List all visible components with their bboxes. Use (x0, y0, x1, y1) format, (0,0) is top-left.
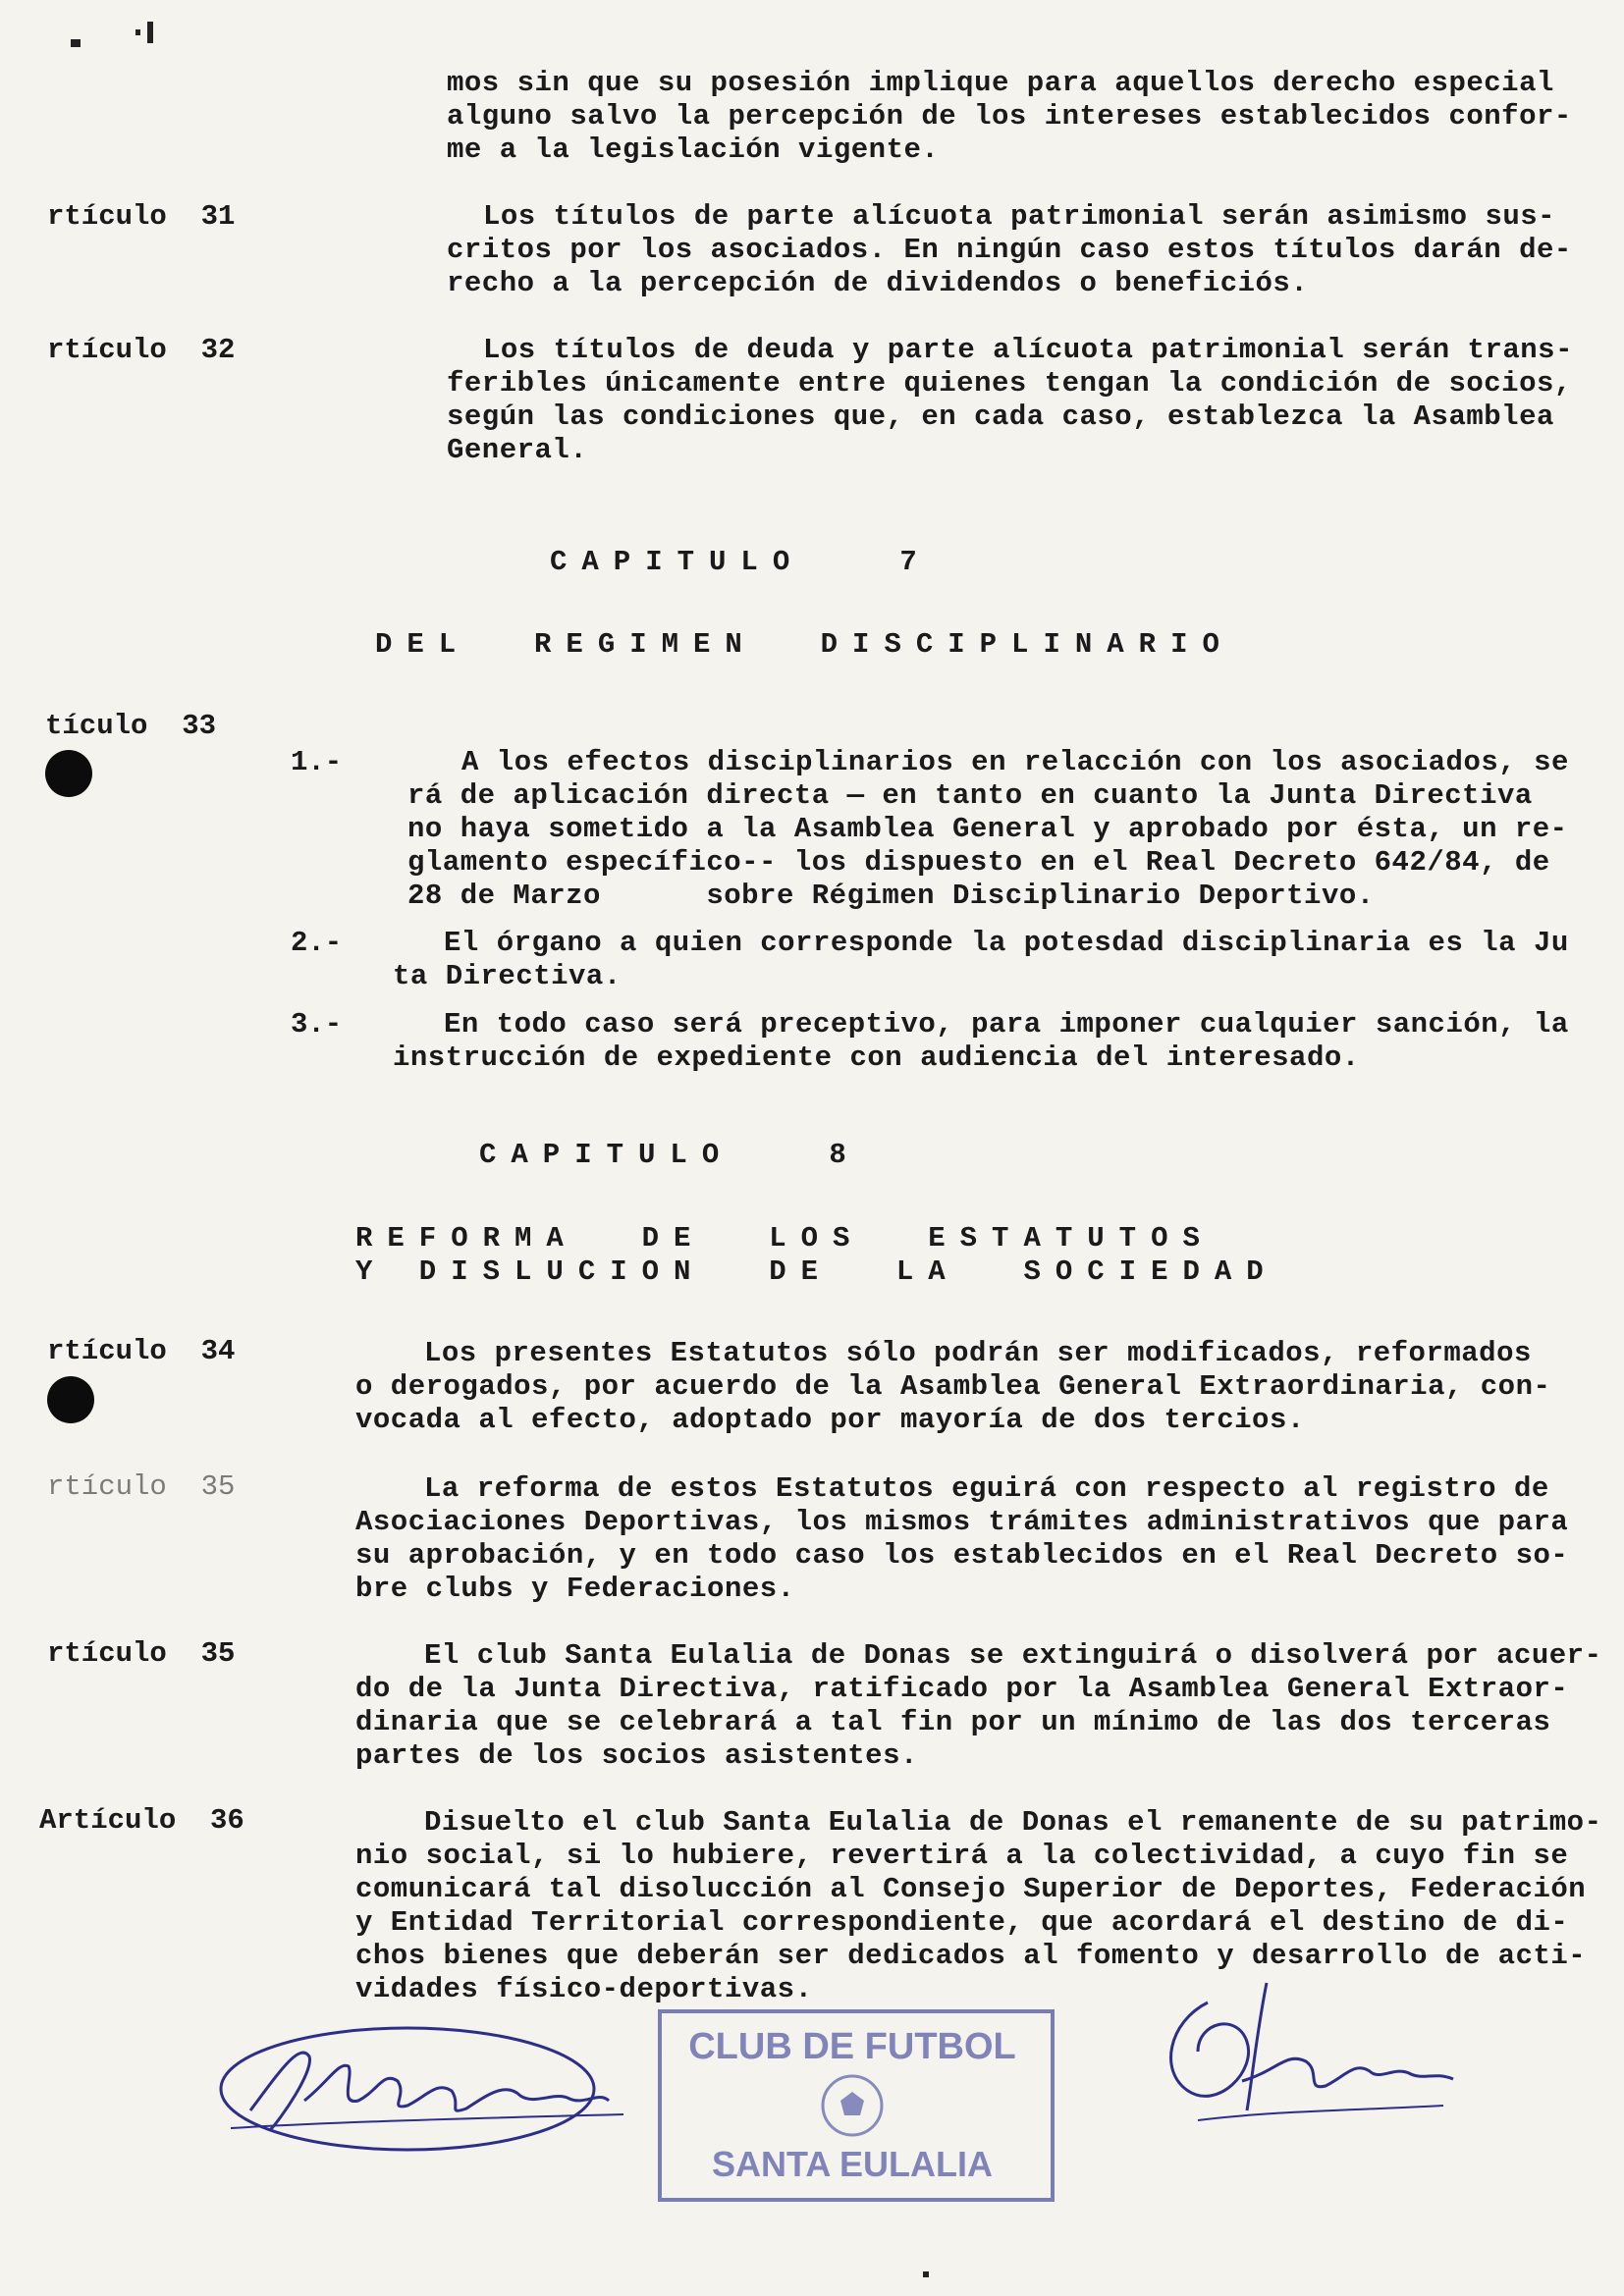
ink-speck (71, 39, 81, 47)
text-line: dinaria que se celebrará a tal fin por un mínimo de las dos terceras (355, 1706, 1551, 1738)
text-line: do de la Junta Directiva, ratificado por la Asamblea General Extraor- (355, 1673, 1569, 1705)
chapter-8-subtitle: Y DISLUCION DE LA SOCIEDAD (355, 1255, 1278, 1288)
text-line: mos sin que su posesión implique para aquellos derecho especial (447, 67, 1554, 99)
text-line: rá de aplicación directa — en tanto en cuanto la Junta Directiva (407, 779, 1533, 812)
stamp-line-1: CLUB DE FUTBOL (688, 2026, 1016, 2067)
text-line: partes de los socios asistentes. (355, 1739, 918, 1772)
text-line: nio social, si lo hubiere, revertirá a la colectividad, a cuyo fin se (355, 1840, 1569, 1872)
article-label: Artículo 36 (39, 1804, 244, 1837)
item-number: 3.- (291, 1008, 343, 1041)
text-line: En todo caso será preceptivo, para imponer cualquier sanción, la (444, 1008, 1569, 1041)
article-label: rtículo 35 (47, 1470, 236, 1503)
text-line: alguno salvo la percepción de los intereses establecidos confor- (447, 100, 1572, 133)
article-label: rtículo 31 (47, 200, 236, 233)
punch-hole (47, 1376, 94, 1423)
club-stamp (656, 2007, 1056, 2204)
text-line: Disuelto el club Santa Eulalia de Donas el remanente de su patrimo- (424, 1806, 1602, 1839)
text-line: El club Santa Eulalia de Donas se extinguirá o disolverá por acuer- (424, 1639, 1602, 1672)
text-line: no haya sometido a la Asamblea General y aprobado por ésta, un re- (407, 813, 1568, 845)
text-line: instrucción de expediente con audiencia del interesado. (393, 1041, 1360, 1074)
text-line: 28 de Marzo sobre Régimen Disciplinario Deportivo. (407, 880, 1375, 912)
text-line: General. (447, 434, 588, 466)
text-line: Los presentes Estatutos sólo podrán ser modificados, reformados (424, 1337, 1532, 1369)
text-line: vocada al efecto, adoptado por mayoría de dos tercios. (355, 1404, 1305, 1436)
text-line: comunicará tal disolucción al Consejo Superior de Deportes, Federación (355, 1873, 1587, 1905)
text-line: Los títulos de deuda y parte alícuota patrimonial serán trans- (483, 334, 1573, 366)
chapter-8-subtitle: REFORMA DE LOS ESTATUTOS (355, 1222, 1215, 1255)
article-label: rtículo 34 (47, 1335, 236, 1367)
signature-right (1139, 1963, 1473, 2160)
ink-speck (923, 2271, 929, 2277)
text-line: critos por los asociados. En ningún caso estos títulos darán de- (447, 234, 1572, 266)
text-line: vidades físico-deportivas. (355, 1973, 813, 2005)
text-line: bre clubs y Federaciones. (355, 1573, 795, 1605)
article-label: rtículo 35 (47, 1637, 236, 1670)
signature-left (211, 2012, 643, 2160)
text-line: feribles únicamente entre quienes tengan la condición de socios, (447, 367, 1572, 400)
text-line: chos bienes que deberán ser dedicados al fomento y desarrollo de acti- (355, 1940, 1587, 1972)
text-line: El órgano a quien corresponde la potesdad disciplinaria es la Ju (444, 927, 1569, 959)
punch-hole (45, 750, 92, 797)
text-line: glamento específico-- los dispuesto en el Real Decreto 642/84, de (407, 846, 1550, 879)
text-line: ta Directiva. (393, 960, 622, 992)
ink-speck (147, 22, 153, 43)
football-icon (823, 2076, 882, 2135)
text-line: me a la legislación vigente. (447, 133, 940, 166)
text-line: Los títulos de parte alícuota patrimonial serán asimismo sus- (483, 200, 1556, 233)
text-line: recho a la percepción de dividendos o beneficiós. (447, 267, 1309, 299)
text-line: o derogados, por acuerdo de la Asamblea General Extraordinaria, con- (355, 1370, 1551, 1403)
text-line: y Entidad Territorial correspondiente, que acordará el destino de di- (355, 1906, 1569, 1939)
item-number: 1.- (291, 746, 343, 778)
text-line: La reforma de estos Estatutos eguirá con respecto al registro de (424, 1472, 1549, 1505)
article-label: rtículo 32 (47, 334, 236, 366)
article-label: tículo 33 (45, 710, 217, 742)
stamp-line-2: SANTA EULALIA (712, 2144, 993, 2184)
ink-speck (135, 29, 140, 35)
text-line: A los efectos disciplinarios en relacción con los asociados, se (461, 746, 1569, 778)
item-number: 2.- (291, 927, 343, 959)
chapter-7-subtitle: DEL REGIMEN DISCIPLINARIO (375, 628, 1234, 661)
text-line: Asociaciones Deportivas, los mismos trámites administrativos que para (355, 1506, 1569, 1538)
chapter-7-title: CAPITULO 7 (550, 546, 932, 578)
text-line: según las condiciones que, en cada caso, establezca la Asamblea (447, 400, 1554, 433)
chapter-8-title: CAPITULO 8 (479, 1139, 861, 1171)
text-line: su aprobación, y en todo caso los establecidos en el Real Decreto so- (355, 1539, 1569, 1572)
